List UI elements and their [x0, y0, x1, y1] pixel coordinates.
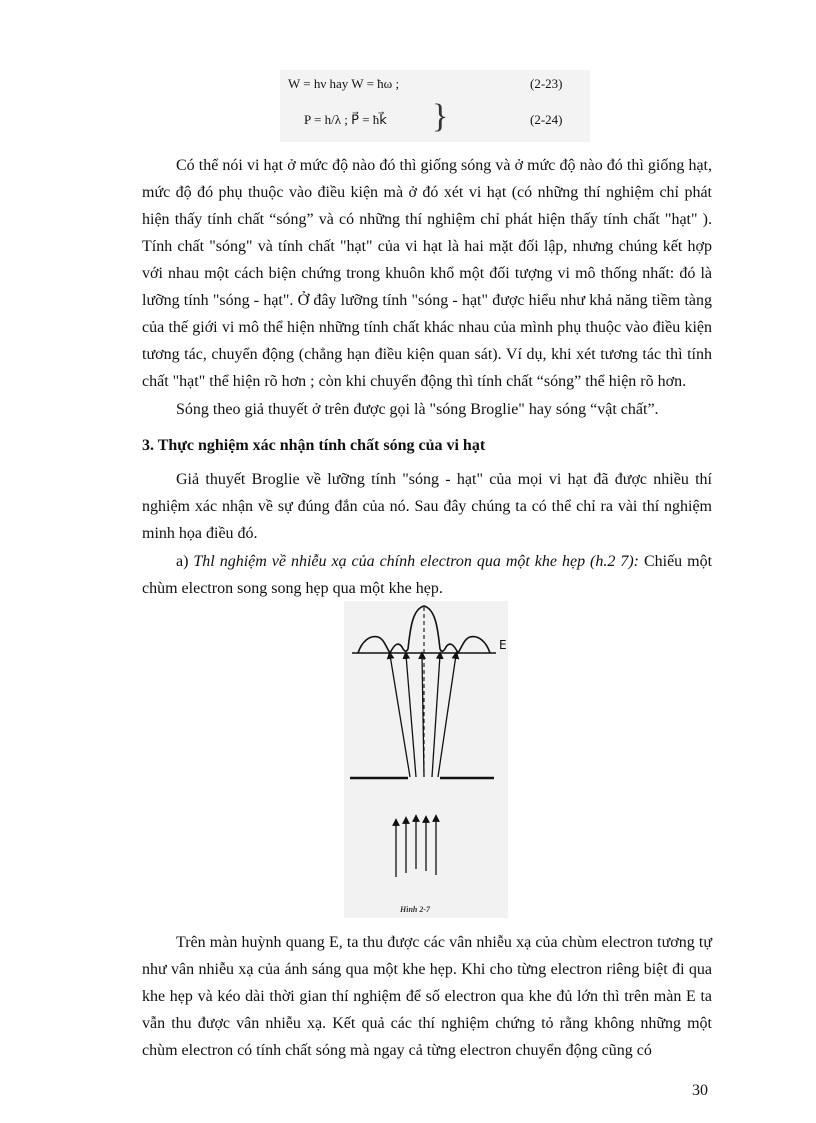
equation-2-23: W = hν hay W = ħω ; — [288, 76, 400, 91]
equation-block — [280, 70, 590, 142]
brace-symbol: } — [432, 98, 449, 135]
paragraph-experiment-a — [142, 548, 712, 602]
electron-ray — [432, 655, 440, 777]
paragraph-broglie-hypothesis: Giả thuyết Broglie về lưỡng tính "sóng - hạt" của mọi vi hạt đã được nhiều thí nghiệm xác nhận về sự đúng đắn của nó. Sau đây chúng ta có thể chỉ ra vài thí nghiệm minh họa điều đó. — [142, 471, 712, 542]
page-number: 30 — [692, 1082, 708, 1099]
paragraph-wave-particle: Có thể nói vi hạt ở mức độ nào đó thì giống sóng và ở mức độ nào đó thì giống hạt, mức độ đó phụ thuộc vào điều kiện mà ở đó xét vi hạt (có những thí nghiệm chỉ phát hiện thấy tính chất “sóng” và có những thí nghiệm chỉ phát hiện thấy tính chất "hạt" ). Tính chất "sóng" và tính chất "hạt" của vi hạt là hai mặt đối lập, nhưng chúng kết hợp với nhau một cách biện chứng trong khuôn khổ một đối tượng vi mô thống nhất: đó là lưỡng tính "sóng - hạt". Ở đây lưỡng tính "sóng - hạt" được hiểu như khả năng tiềm tàng của thế giới vi mô thể hiện những tính chất khác nhau của mình phụ thuộc vào điều kiện tương tác, chuyển động (chẳng hạn điều kiện quan sát). Ví dụ, khi xét tương tác thì tính chất "hạt" thể hiện rõ hơn ; còn khi chuyển động thì tính chất “sóng” thể hiện rõ hơn. — [142, 157, 712, 390]
experiment-label: a) — [176, 553, 189, 570]
figure-caption: Hình 2-7 — [400, 905, 431, 914]
section-heading: 3. Thực nghiệm xác nhận tính chất sóng của vi hạt — [142, 437, 486, 454]
figure-2-7 — [344, 601, 508, 918]
experiment-title: Thl nghiệm về nhiễu xạ của chính electron qua một khe hẹp (h.2 7): — [193, 553, 639, 570]
experiment-description: Chiếu một chùm electron song song hẹp qua một khe hẹp. — [142, 553, 713, 597]
equation-number-2-23: (2-23) — [530, 76, 563, 91]
equation-number-2-24: (2-24) — [530, 112, 563, 127]
screen-label: E — [499, 638, 507, 652]
paragraph-fluorescent-screen: Trên màn huỳnh quang E, ta thu được các vân nhiễu xạ của chùm electron tương tự như vân nhiễu xạ của ánh sáng qua một khe hẹp. Khi cho từng electron riêng biệt đi qua khe hẹp và kéo dài thời gian thí nghiệm để số electron qua khe đủ lớn thì trên màn E ta vẫn thu được vân nhiễu xạ. Kết quả các thí nghiệm chứng tỏ rằng không những một chùm electron có tính chất sóng mà ngay cả từng electron chuyển động cũng có — [142, 934, 712, 1059]
equation-2-24: P = h/λ ; P⃗ = ħk⃗ — [304, 112, 387, 127]
paragraph-broglie-wave: Sóng theo giả thuyết ở trên được gọi là "sóng Broglie" hay sóng “vật chất”. — [176, 401, 659, 418]
diffraction-diagram — [344, 601, 508, 918]
electron-ray — [438, 655, 456, 777]
